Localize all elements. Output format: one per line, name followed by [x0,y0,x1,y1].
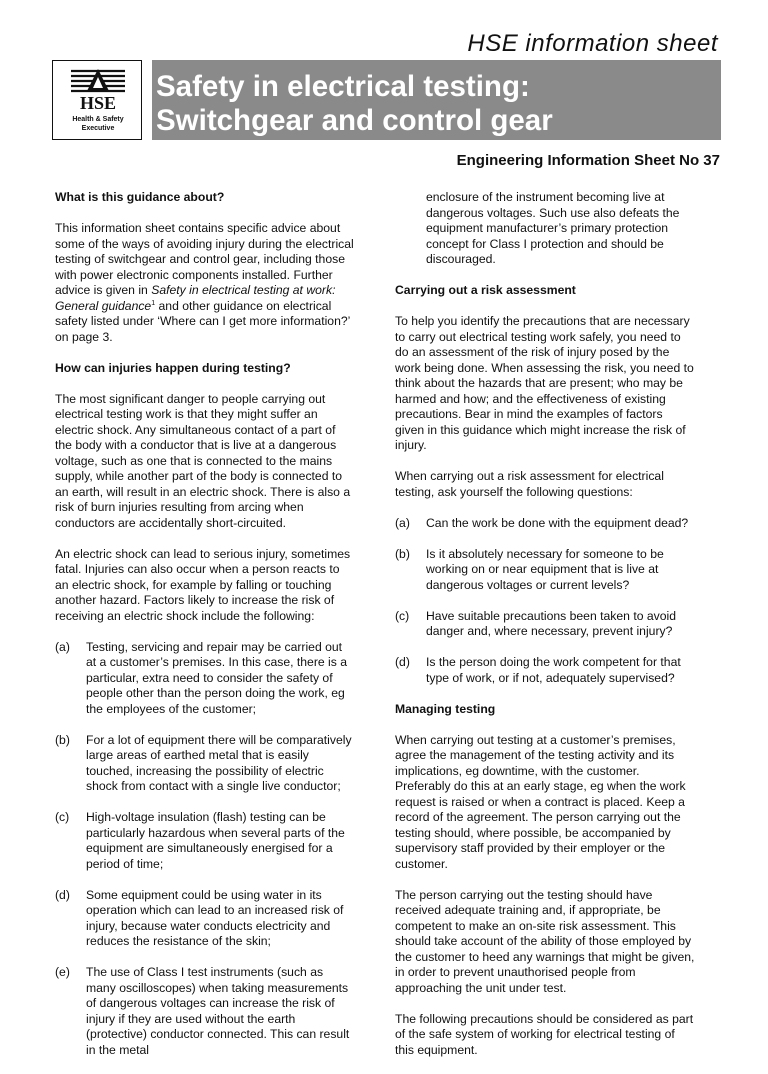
series-title: HSE information sheet [467,30,718,57]
list-item [55,810,355,872]
list-item-text: Testing, servicing and repair may be carried out at a customer’s premises. In this case, there is a particular, extra need to consider the safety of people other than the person doing the work, eg the employees of the customer; [86,639,348,716]
left-column [55,190,355,1074]
page-title-line-1: Safety in electrical testing: [156,70,530,103]
paragraph-injuries-1: The most significant danger to people carrying out electrical testing work is that they might suffer an electric shock. Any simultaneous contact of a part of the body with a conductor that is live at a dangerous voltage, such as one that is connected to the mains supply, while another part of the body is connected to an earth, will result in an electric shock. There is also a risk of burn injuries resulting from arcing when conductors are accidentally short-circuited. [55,391,351,530]
list-item [395,516,695,532]
list-item-text: For a lot of equipment there will be comparatively large areas of earthed metal that is easily touched, increasing the possibility of electric shock from contact with a single live conductor; [86,732,352,793]
reference-title-2: General guidance [55,298,152,313]
list-item-label: (a) [55,639,70,654]
list-item-text: Is the person doing the work competent for that type of work, or if not, adequately supervised? [426,655,681,685]
list-item-label: (d) [395,655,410,669]
logo-text: HSE [79,93,117,113]
paragraph-about-text-2: and other guidance on electrical safety listed under ‘Where can I get more information?’ on page 3. [55,298,350,344]
reference-title-1: Safety in electrical testing at work: [151,283,336,297]
list-item-label: (d) [55,887,70,902]
list-item-label: (e) [55,965,70,979]
list-item [395,547,695,594]
list-item-text: Can the work be done with the equipment dead? [426,515,689,530]
list-item-text: Some equipment could be using water in its operation which can lead to an increased risk of injury, because water conducts electricity and reduces the resistance of the skin; [86,887,344,948]
hse-logo [52,60,142,140]
heading-injuries: How can injuries happen during testing? [55,360,291,375]
paragraph-risk-1: To help you identify the precautions that are necessary to carry out electrical testing work safely, you need to do an assessment of the risk of injury posed by the work being done. When assessing the risk, you need to think about the hazards that are present; who may be harmed and how; and the effectiveness of existing precautions. Bear in mind the examples of factors given in this guidance which might increase the risk of injury. [395,314,694,452]
footnote-ref: 1 [151,299,156,307]
paragraph-injuries-2: An electric shock can lead to serious injury, sometimes fatal. Injuries can also occur when a person reacts to an electric shock, for example by falling or touching another hazard. Factors likely to increase the risk of receiving an electric shock include the following: [55,546,351,623]
paragraph-managing-3: The following precautions should be considered as part of the safe system of working for electrical testing of this equipment. [395,1011,694,1057]
heading-risk-assessment: Carrying out a risk assessment [395,283,576,297]
paragraph-continuation: enclosure of the instrument becoming live at dangerous voltages. Such use also defeats the equipment manufacturer’s primary protection concept for Class I protection and should be discouraged. [426,190,680,266]
paragraph-about [55,221,355,345]
logo-subtext-2: Executive [81,125,115,132]
sheet-number: Engineering Information Sheet No 37 [456,152,720,169]
list-item-label: (a) [395,515,410,530]
page-title-line-2: Switchgear and control gear [156,104,553,137]
list-item-text: High-voltage insulation (flash) testing can be particularly hazardous when several parts of the equipment are simultaneously energised for a period of time; [86,810,345,871]
list-item [55,640,355,718]
list-item-text: The use of Class I test instruments (such as many oscilloscopes) when taking measurements of dangerous voltages can increase the risk of injury if they are used without the earth (protective) conductor connected. This can result in the metal [86,965,350,1057]
heading-about: What is this guidance about? [55,190,225,204]
list-item [55,733,355,795]
list-item-label: (b) [55,732,70,747]
heading-managing-testing: Managing testing [395,701,496,716]
list-item-label: (c) [55,810,70,824]
hse-logo-graphic [53,61,143,141]
list-item-label: (c) [395,608,410,623]
list-item [55,888,355,950]
paragraph-managing-1: When carrying out testing at a customer’s premises, agree the management of the testing activity and its implications, eg downtime, with the customer. Preferably do this at an early stage, eg when the work request is raised or when a contract is placed. Keep a record of the agreement. The person carrying out the testing should, where possible, be accompanied by supervisory staff provided by their employer or the customer. [395,732,686,871]
list-item [55,965,355,1058]
logo-subtext-1: Health & Safety [72,116,124,123]
list-item [395,609,695,640]
paragraph-risk-2: When carrying out a risk assessment for electrical testing, ask yourself the following questions: [395,469,664,499]
title-band [152,60,721,140]
paragraph-about-text-1: This information sheet contains specific advice about some of the ways of avoiding injury during the electrical testing of switchgear and control gear, including those with power electronic components installed. Further advice is given in [55,221,354,297]
right-column [395,190,695,1074]
list-item-text: Is it absolutely necessary for someone to be working on or near equipment that is live at dangerous voltages or current levels? [426,546,664,592]
paragraph-managing-2: The person carrying out the testing should have received adequate training and, if appropriate, be competent to make an on-site risk assessment. This should take account of the ability of those employed by the customer to heed any warnings that might be given, in order to prevent unauthorised people from approaching the unit under test. [395,887,695,995]
list-item [395,655,695,686]
list-item-text: Have suitable precautions been taken to avoid danger and, where necessary, prevent injury? [426,608,677,638]
list-item-label: (b) [395,546,410,561]
